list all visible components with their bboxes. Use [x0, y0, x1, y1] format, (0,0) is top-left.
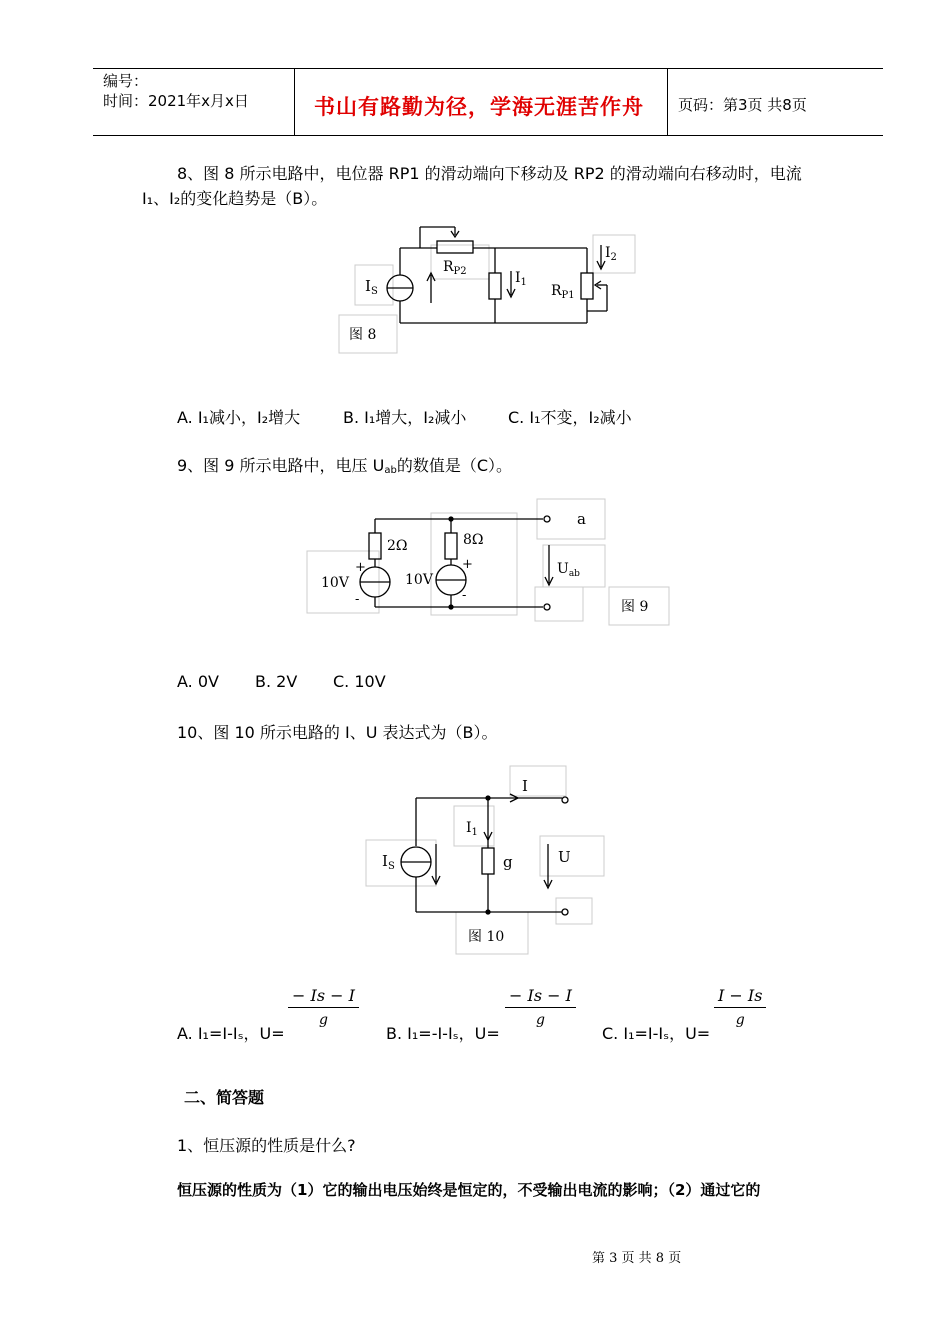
- section2-q1: 1、恒压源的性质是什么?: [177, 1136, 356, 1155]
- fig8-caption: 图 8: [349, 327, 377, 343]
- header-page-label: 页码：第3页 共8页: [678, 96, 807, 114]
- fig8-rp1-label: $R_{P1}$: [551, 283, 575, 301]
- fig10-u-box: [540, 836, 604, 876]
- q9-option-a: A. 0V: [177, 672, 219, 691]
- fig9-plus-1: +: [355, 560, 366, 575]
- fig9-r1-label: 2Ω: [387, 538, 408, 554]
- fig9-v1-label: 10V: [321, 575, 349, 591]
- fig9-v2-box: [431, 513, 517, 615]
- q10-option-b-denominator: g: [535, 1012, 545, 1028]
- q9-text: 9、图 9 所示电路中，电压 $U_{ab}$的数值是（C）。: [177, 456, 513, 476]
- fig10-i1-label: $I_1$: [466, 820, 478, 838]
- q10-text: 10、图 10 所示电路的 I、U 表达式为（B）。: [177, 723, 498, 742]
- q8-option-c: C. I₁不变，I₂减小: [508, 408, 632, 427]
- q8-text-line1: 8、图 8 所示电路中，电位器 RP1 的滑动端向下移动及 RP2 的滑动端向右移动时，电流: [177, 164, 802, 183]
- fig10-i-label: I: [522, 777, 528, 795]
- q10-option-b: B. I₁=-I-Iₛ，U=: [386, 1024, 500, 1043]
- fig10-caption: 图 10: [468, 929, 505, 945]
- q8-option-a: A. I₁减小，I₂增大: [177, 408, 301, 427]
- doc-id-label: 编号：: [103, 72, 149, 90]
- fig9-uab-box: [543, 545, 605, 587]
- section2-a1: 恒压源的性质为（1）它的输出电压始终是恒定的，不受输出电流的影响；（2）通过它的: [177, 1181, 761, 1199]
- footer-page: 第 3 页 共 8 页: [592, 1251, 682, 1266]
- q10-option-a-denominator: g: [318, 1012, 328, 1028]
- q10-option-c-fraction: [714, 986, 766, 1028]
- fig9-a-label: a: [577, 510, 586, 528]
- q10-option-a-fraction: [288, 986, 359, 1028]
- fig9-v2-label: 10V: [405, 572, 433, 588]
- q10-option-c-numerator: I − Is: [714, 986, 766, 1008]
- fig8-rp2-label: $R_{P2}$: [443, 259, 467, 277]
- fig8-is-label: $I_S$: [365, 277, 378, 297]
- fig9-caption: 图 9: [621, 599, 649, 615]
- fig8-i2-label: $I_2$: [605, 245, 617, 263]
- doc-time-label: 时间：2021年x月x日: [103, 92, 249, 110]
- header-top-rule: [93, 68, 883, 69]
- fig10-i-box: [510, 766, 566, 796]
- fig9-minus-1: -: [355, 592, 360, 607]
- q10-option-b-fraction: [505, 986, 576, 1028]
- q10-option-c-denominator: g: [735, 1012, 745, 1028]
- fig10-g-label: g: [503, 853, 513, 871]
- q8-text-line2: I₁、I₂的变化趋势是（B）。: [142, 189, 328, 208]
- fig8-i1-label: $I_1$: [515, 270, 527, 288]
- fig10-u-label: U: [558, 848, 571, 866]
- header-bottom-rule: [93, 135, 883, 136]
- q9-option-b: B. 2V: [255, 672, 298, 691]
- figure-9-circuit: [305, 495, 675, 630]
- figure-10-circuit: [360, 760, 610, 960]
- fig9-b-box: [535, 587, 583, 621]
- header-divider-1: [294, 68, 295, 135]
- header-motto: 书山有路勤为径，学海无涯苦作舟: [314, 95, 644, 119]
- fig9-plus-2: +: [462, 557, 473, 572]
- q10-option-a-numerator: − Is − I: [288, 986, 359, 1008]
- figure-8-circuit: [335, 215, 645, 355]
- q10-option-b-numerator: − Is − I: [505, 986, 576, 1008]
- q10-option-c: C. I₁=I-Iₛ，U=: [602, 1024, 711, 1043]
- fig10-bottom-terminal-box: [556, 898, 592, 924]
- fig9-r2-label: 8Ω: [463, 532, 484, 548]
- q10-option-a: A. I₁=I-Iₛ，U=: [177, 1024, 285, 1043]
- section2-title: 二、简答题: [184, 1088, 265, 1107]
- fig9-uab-label: $U_{ab}$: [557, 561, 580, 579]
- q9-option-c: C. 10V: [333, 672, 386, 691]
- fig10-is-label: $I_S$: [382, 852, 395, 872]
- q8-option-b: B. I₁增大，I₂减小: [343, 408, 467, 427]
- header-divider-2: [667, 68, 668, 135]
- fig9-minus-2: -: [462, 588, 467, 603]
